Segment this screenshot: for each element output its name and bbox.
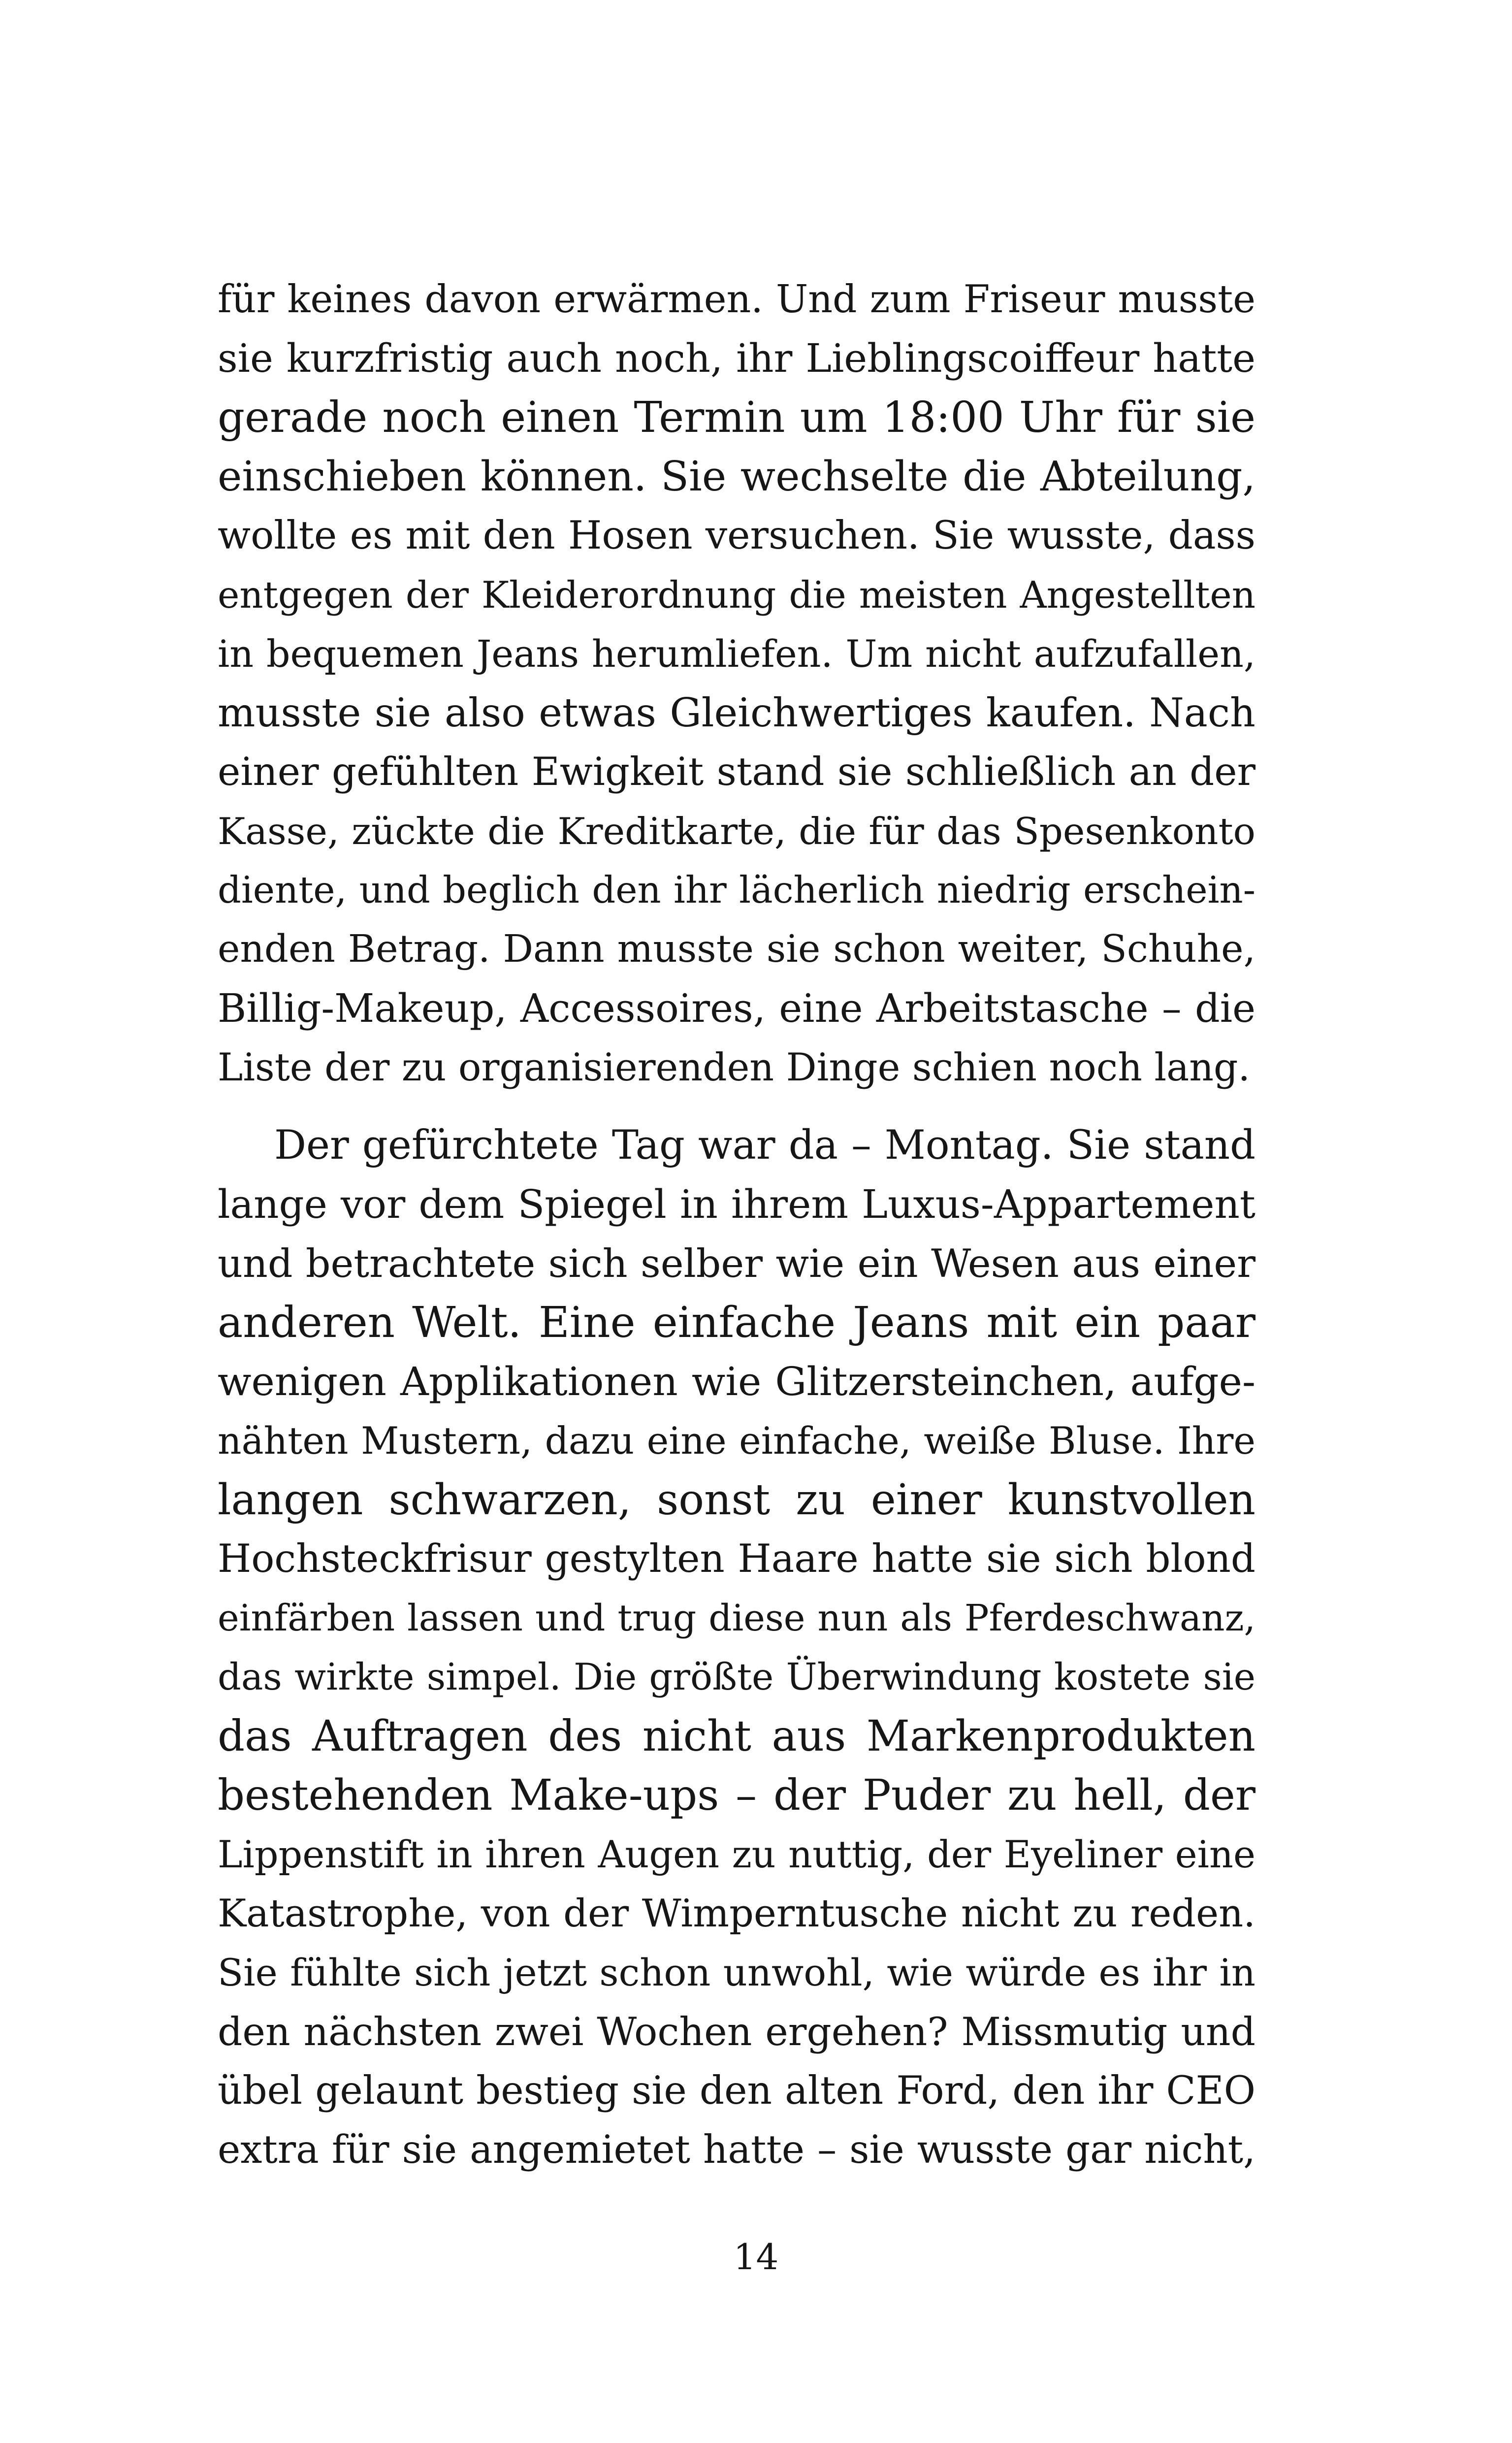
paragraph-line: das wirkte simpel. Die größte Überwindung kostete sie [218, 1656, 1255, 1698]
paragraph-line: nähten Mustern, dazu eine einfache, weiße Bluse. Ihre [218, 1419, 1255, 1463]
paragraph-line: Liste der zu organisierenden Dinge schien noch lang. [218, 1045, 1251, 1090]
paragraph-line: wollte es mit den Hosen versuchen. Sie wusste, dass [218, 513, 1255, 558]
paragraph-line: langen schwarzen, sonst zu einer kunstvollen [218, 1475, 1255, 1525]
paragraph-line: extra für sie angemietet hatte – sie wusste gar nicht, [218, 2127, 1255, 2172]
paragraph-line: enden Betrag. Dann musste sie schon weiter, Schuhe, [218, 927, 1255, 971]
paragraph-line: gerade noch einen Termin um 18:00 Uhr für sie [218, 393, 1255, 442]
paragraph-line: Lippenstift in ihren Augen zu nuttig, der Eyeliner eine [218, 1832, 1255, 1876]
paragraph-line: Hochsteckfrisur gestylten Haare hatte sie sich blond [218, 1536, 1255, 1581]
paragraph-line: musste sie also etwas Gleichwertiges kaufen. Nach [218, 690, 1255, 736]
paragraph-line: diente, und beglich den ihr lächerlich niedrig erschein- [218, 869, 1255, 912]
page-number: 14 [733, 2236, 779, 2278]
paragraph-line: sie kurzfristig auch noch, ihr Lieblingscoiffeur hatte [218, 335, 1255, 381]
paragraph-line: Katastrophe, von der Wimperntusche nicht zu reden. [218, 1891, 1255, 1936]
paragraph-line: in bequemen Jeans herumliefen. Um nicht aufzufallen, [218, 632, 1255, 676]
paragraph-line: den nächsten zwei Wochen ergehen? Missmutig und [218, 2009, 1255, 2054]
paragraph-line: bestehenden Make-ups – der Puder zu hell, der [218, 1771, 1255, 1820]
paragraph-line: übel gelaunt bestieg sie den alten Ford, den ihr CEO [218, 2068, 1255, 2113]
paragraph-line: das Auftragen des nicht aus Markenprodukten [218, 1712, 1255, 1761]
paragraph-line: Sie fühlte sich jetzt schon unwohl, wie würde es ihr in [218, 1951, 1255, 1994]
paragraph-line: Kasse, zückte die Kreditkarte, die für das Spesenkonto [218, 810, 1255, 853]
paragraph-line: entgegen der Kleiderordnung die meisten Angestellten [218, 573, 1255, 617]
paragraph-line: und betrachtete sich selber wie ein Wesen aus einer [218, 1241, 1255, 1286]
paragraph-line: wenigen Applikationen wie Glitzersteinchen, aufge- [218, 1359, 1255, 1404]
paragraph-line: für keines davon erwärmen. Und zum Friseur musste [218, 277, 1255, 322]
paragraph-line: einfärben lassen und trug diese nun als Pferdeschwanz, [218, 1597, 1255, 1639]
paragraph-line: lange vor dem Spiegel in ihrem Luxus-Appartement [218, 1181, 1255, 1227]
paragraph-line: anderen Welt. Eine einfache Jeans mit ein paar [218, 1298, 1255, 1347]
paragraph-line: Billig-Makeup, Accessoires, eine Arbeitstasche – die [218, 985, 1255, 1031]
paragraph-line: einschieben können. Sie wechselte die Abteilung, [218, 453, 1255, 500]
paragraph-line: einer gefühlten Ewigkeit stand sie schließlich an der [218, 749, 1255, 794]
paragraph-line: Der gefürchtete Tag war da – Montag. Sie stand [274, 1122, 1255, 1169]
